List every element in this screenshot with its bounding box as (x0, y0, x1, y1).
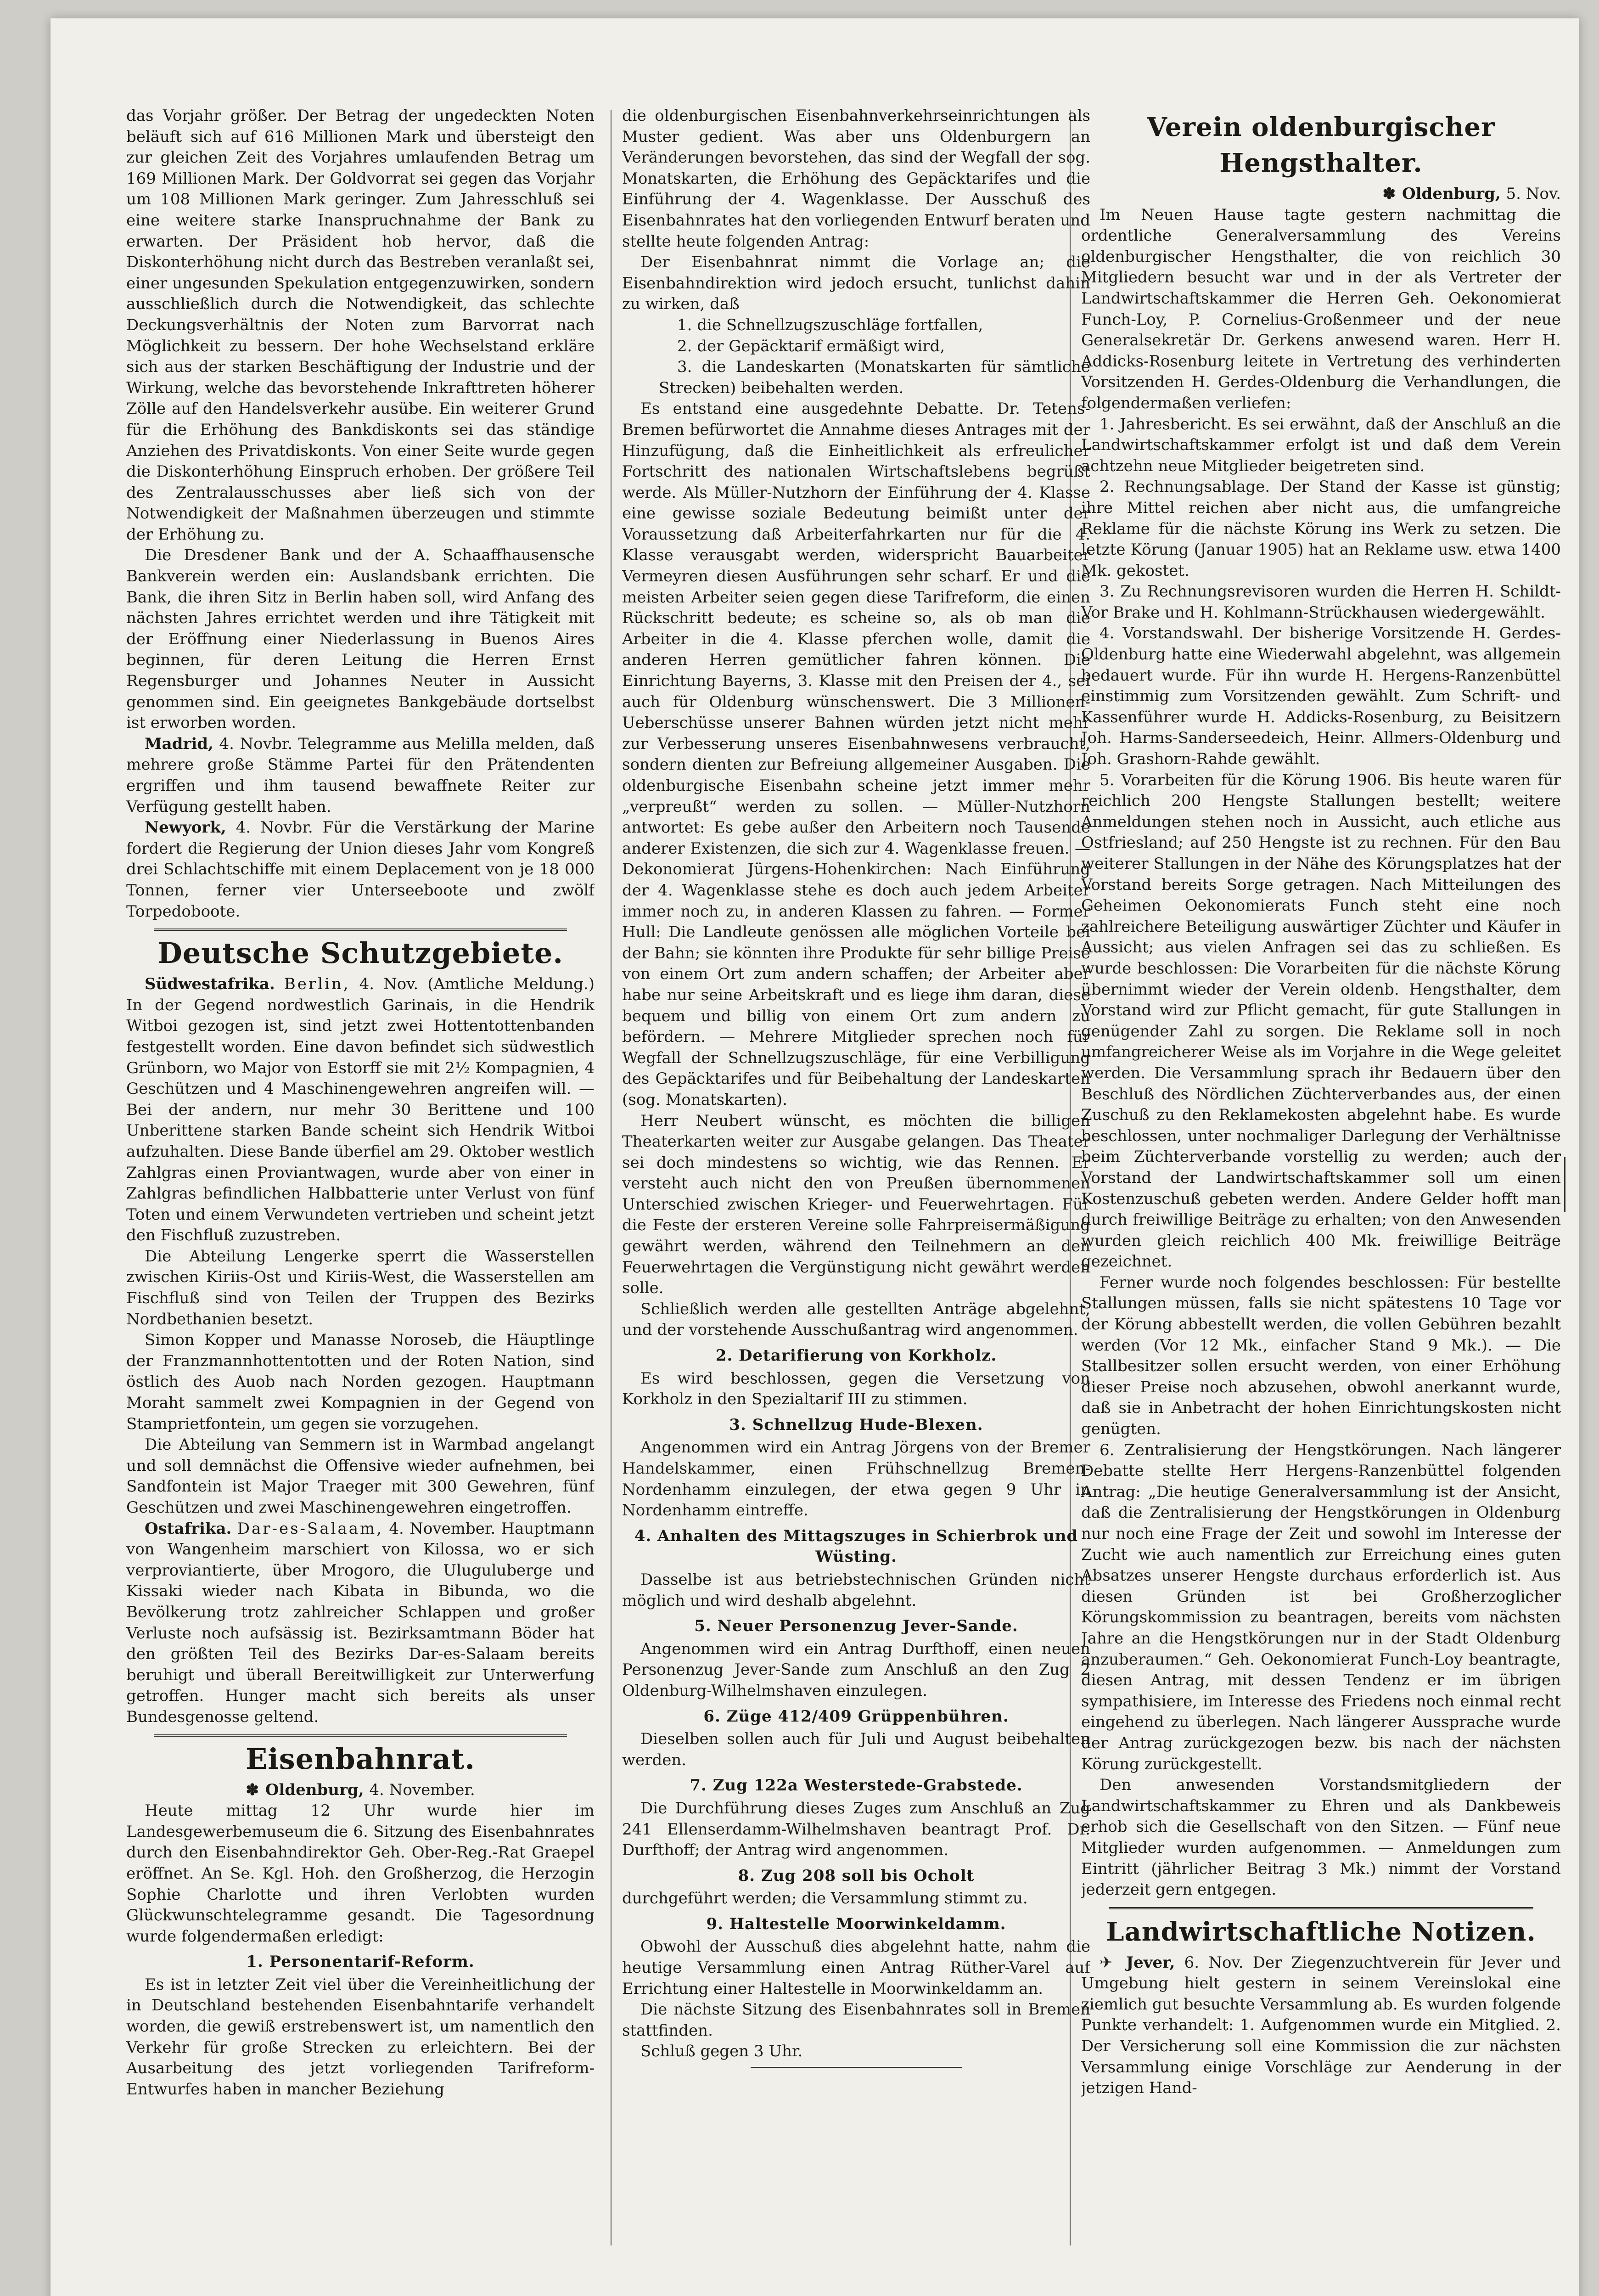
dateline-date: 5. Nov. (1506, 185, 1561, 203)
paragraph: Heute mittag 12 Uhr wurde hier im Landesgewerbemuseum die 6. Sitzung des Eisenbahnrates durch den Eisenbahndirektor Geh. Ober-Reg.-Rat Graepel eröffnet. An Se. Kgl. Hoh. den Großherzog, die Herzogin Sophie Charlotte und ihren Verlobten wurden Glückwunschtelegramme gesandt. Die Tagesordnung wurde folgendermaßen erledigt: (126, 1801, 595, 1946)
paragraph (126, 1519, 595, 1728)
section-title-hengsthalter: Verein oldenburgischer Hengsthalter. (1147, 112, 1495, 178)
list-item: 3. die Landeskarten (Monatskarten für sämtliche Strecken) beibehalten werden. (659, 358, 1090, 397)
end-rule (751, 2067, 962, 2068)
place-name: Jever, (1126, 1953, 1175, 1972)
paragraph: 2. Rechnungsablage. Der Stand der Kasse ist günstig; ihre Mittel reichen aber nicht aus, die umfangreiche Reklame für die nächste Körung ins Werk zu setzen. Die letzte Körung (Januar 1905) hat an Reklame usw. etwa 1400 Mk. gekostet. (1081, 478, 1561, 580)
paragraph-text: Die Dresdener Bank und der A. Schaaffhausensche Bankverein werden ein: Auslandsbank errichten. Die Bank, die ihren Sitz in Berlin haben soll, wird Anfang des nächsten Jahres errichtet werden und ihre Tätigkeit mit der Eröffnung einer Niederlassung in Buenos Aires beginnen, für deren Leitung die Herren Ernst Regensburger und Johannes Neuter in Aussicht genommen sind. Ein geeignetes Bankgebäude dortselbst ist erworben worden. (126, 546, 595, 732)
paragraph: 4. Vorstandswahl. Der bisherige Vorsitzende H. Gerdes-Oldenburg hatte eine Wiederwahl abgelehnt, was allgemein bedauert wurde. Für ihn wurde H. Hergens-Ranzenbüttel einstimmig zum Vorsitzenden gewählt. Zum Schrift- und Kassenführer wurde H. Addicks-Rosenburg, zu Beisitzern Joh. Harms-Sanderseedeich, Heinr. Allmers-Oldenburg und Joh. Grashorn-Rahde gewählt. (1081, 624, 1561, 769)
paragraph: Der Eisenbahnrat nimmt die Vorlage an; die Eisenbahndirektion wird jedoch ersucht, tunlichst dahin zu wirken, daß (622, 253, 1090, 314)
column-3 (1081, 106, 1561, 2245)
paragraph: Dasselbe ist aus betriebstechnischen Gründen nicht möglich und wird deshalb abgelehnt. (622, 1570, 1090, 1610)
place-name: Südwestafrika. (145, 975, 275, 994)
paragraph (126, 545, 595, 733)
sub-heading: 1. Personentarif-Reform. (246, 1953, 475, 1971)
section-divider (154, 929, 567, 931)
sub-heading: 5. Neuer Personenzug Jever-Sande. (694, 1617, 1018, 1636)
sub-heading: 3. Schnellzug Hude-Blexen. (729, 1415, 983, 1434)
place-name: Ostafrika. (145, 1519, 232, 1538)
sub-heading: 2. Detarifierung von Korkholz. (715, 1346, 997, 1365)
paragraph (1081, 1953, 1561, 2099)
column-1 (126, 106, 595, 2245)
paragraph (126, 817, 595, 922)
plane-icon: ✈ (1100, 1953, 1117, 1972)
place-name: Madrid, (145, 734, 213, 753)
paragraph-text: 4. November. Hauptmann von Wangenheim marschiert von Kilossa, wo er sich verproviantierte, über Mrogoro, die Uluguluberge und Kissaki wieder nach Kibata in Bibunda, wo die Bevölkerung trotz zahlreicher Schlappen und großer Verluste noch aufsässig ist. Bezirksamtmann Böder hat den größten Teil des Bezirks Dar-es-Salaam bereits beruhigt und überall Bereitwilligkeit zur Unterwerfung getroffen. Hunger macht sich bereits als unser Bundesgenosse geltend. (126, 1519, 595, 1726)
list-item: 1. die Schnellzugszuschläge fortfallen, (677, 315, 983, 334)
paragraph: Den anwesenden Vorstandsmitgliedern der Landwirtschaftskammer zu Ehren und als Dankbeweis erhob sich die Gesellschaft von den Sitzen. — Fünf neue Mitglieder wurden aufgenommen. — Anmeldungen zum Eintritt (jährlicher Beitrag 3 Mk.) nimmt der Vorstand jederzeit gern entgegen. (1081, 1776, 1561, 1899)
city-name: Berlin, (284, 975, 350, 994)
dateline (1081, 184, 1561, 205)
paragraph: 5. Vorarbeiten für die Körung 1906. Bis heute waren für reichlich 200 Hengste Stallungen bestellt; weitere Anmeldungen stehen noch in Aussicht, auch etliche aus Ostfriesland; auf 250 Hengste ist zu rechnen. Für den Bau weiterer Stallungen in der Nähe des Körungsplatzes hat der Vorstand bereits Sorge getragen. Nach Mitteilungen des Geheimen Oekonomierats Funch steht eine noch zahlreichere Beteiligung auswärtiger Züchter und Käufer in Aussicht; aus vielen Anfragen sei das zu schließen. Es wurde beschlossen: Die Vorarbeiten für die nächste Körung übernimmt wieder der Verein oldenb. Hengsthalter, dem Vorstand wird zur Pflicht gemacht, für gute Stallungen in genügender Zahl zu sorgen. Die Reklame soll in noch umfangreicherer Weise als im Vorjahre in die Wege geleitet werden. Die Versammlung sprach ihr Bedauern über den Beschluß des Nördlichen Züchterverbandes aus, der einen Zuschuß zu den Reklamekosten abgelehnt habe. Es wurde beschlossen, unter nochmaliger Darlegung der Verhältnisse beim Züchterverbande vorstellig zu werden; auch der Vorstand der Landwirtschaftskammer soll um einen Kostenzuschuß gebeten werden. Andere Gelder hofft man durch freiwillige Beiträge zu erhalten; von den Anwesenden wurden gleich reichlich 400 Mk. freiwillige Beiträge gezeichnet. (1081, 771, 1561, 1271)
sub-heading: 9. Haltestelle Moorwinkeldamm. (706, 1914, 1006, 1933)
sub-heading: 8. Zug 208 soll bis Ocholt (738, 1866, 975, 1885)
section-divider (1109, 1907, 1533, 1909)
paragraph (126, 974, 595, 1246)
place-name: Newyork, (145, 818, 226, 837)
dateline (126, 1780, 595, 1801)
paragraph: Schluß gegen 3 Uhr. (640, 2042, 803, 2061)
star-icon: ✽ (246, 1780, 259, 1799)
paragraph: 6. Zentralisierung der Hengstkörungen. Nach längerer Debatte stellte Herr Hergens-Ranzenbüttel folgenden Antrag: „Die heutige Generalversammlung ist der Ansicht, daß die Zentralisierung der Hengstkörungen in Oldenburg nur noch eine Frage der Zeit und sowohl im Interesse der Zucht wie auch namentlich zur Erreichung eines guten Absatzes unserer Hengste durchaus erforderlich ist. Aus diesen Gründen ist bei Großherzoglicher Körungskommission zu beantragen, bereits vom nächsten Jahre an die Hengstkörungen nur in der Stadt Oldenburg anzuberaumen.“ Geh. Oekonomierat Funch-Loy beantragte, diesen Antrag, mit dessen Tendenz er im übrigen sympathisiere, im Interesse des Friedens noch einmal recht eingehend zu überlegen. Nach längerer Aussprache wurde der Antrag zurückgezogen bezw. bis nach der nächsten Körung zurückgestellt. (1081, 1441, 1561, 1773)
sub-heading: 4. Anhalten des Mittagszuges in Schierbrok und Wüsting. (634, 1526, 1078, 1566)
dateline-date: 4. November. (369, 1780, 475, 1799)
paragraph-text: 6. Nov. Der Ziegenzuchtverein für Jever und Umgebung hielt gestern in seinem Vereinslokal eine ziemlich gut besuchte Versammlung ab. Es wurden folgende Punkte verhandelt: 1. Aufgenommen wurde ein Mitglied. 2. Der Versicherung soll eine Kommission die zur nächsten Versammlung einige Vorschläge zur Aenderung in der jetzigen Hand- (1081, 1953, 1561, 2098)
star-icon: ✽ (1382, 185, 1396, 203)
section-title-eisenbahnrat: Eisenbahnrat. (246, 1742, 475, 1776)
paragraph: 1. Jahresbericht. Es sei erwähnt, daß der Anschluß an die Landwirtschaftskammer erfolgt ist und daß dem Verein achtzehn neue Mitglieder beigetreten sind. (1081, 415, 1561, 475)
paragraph: 3. Zu Rechnungsrevisoren wurden die Herren H. Schildt-Vor Brake und H. Kohlmann-Strückhausen wiedergewählt. (1081, 582, 1561, 622)
sub-heading: 6. Züge 412/409 Grüppenbühren. (703, 1707, 1009, 1726)
paragraph-text: 4. Novbr. Telegramme aus Melilla melden, daß mehrere große Stämme Partei für den Prätendenten ergriffen und ihm tausend bewaffnete Reiter zur Verfügung gestellt haben. (126, 734, 595, 816)
paragraph: Es entstand eine ausgedehnte Debatte. Dr. Tetens-Bremen befürwortet die Annahme dieses Antrages mit der Hinzufügung, daß die Einheitlichkeit als erfreulicher Fortschritt des nationalen Wirtschaftslebens begrüßt werde. Als Müller-Nutzhorn der Einführung der 4. Klasse eine gewisse soziale Bedeutung beimißt unter der Voraussetzung daß Arbeiterfahrkarten nur für die 4. Klasse verausgabt werden, widerspricht Bauarbeiter Vermeyren diesen Ausführungen sehr scharf. Er und die meisten Arbeiter seien gegen diese Tarifreform, die einen Rückschritt bedeute; es scheine so, als ob man die Arbeiter in die 4. Klasse pferchen wolle, damit die anderen Herren gemütlicher fahren können. Die Einrichtung Bayerns, 3. Klasse mit den Preisen der 4., sei auch für Oldenburg wünschenswert. Die 3 Millionen-Ueberschüsse unserer Bahnen würden jetzt nicht mehr zur Verbesserung unseres Eisenbahnwesens verbraucht, sondern dienten zur Befreiung allgemeiner Ausgaben. Die oldenburgische Eisenbahn scheine jetzt immer mehr „verpreußt“ werden zu sollen. — Müller-Nutzhorn antwortet: Es gebe außer den Arbeitern noch Tausende anderer Existenzen, die sich zur 4. Wagenklasse freuen. — Dekonomierat Jürgens-Hohenkirchen: Nach Einführung der 4. Wagenklasse stehe es doch auch jedem Arbeiter immer noch zu, in anderen Klassen zu fahren. — Former Hull: Die Landleute genössen alle möglichen Vorteile bei der Bahn; sie könnten ihre Produkte für sehr billige Preise von einem Ort zum andern schaffen; der Arbeiter aber habe nur seine Arbeitskraft und es liege ihm daran, diese bequem und billig von einem Ort zum andern zu befördern. — Mehrere Mitglieder sprechen noch für Wegfall der Schnellzugszuschläge, für eine Verbilligung des Gepäcktarifes und für Beibehaltung der Landeskarten (sog. Monatskarten). (622, 400, 1090, 1109)
paragraph: Die Abteilung van Semmern ist in Warmbad angelangt und soll demnächst die Offensive wieder aufnehmen, bei Sandfontein ist Major Traeger mit 300 Gewehren, fünf Geschützen und zwei Maschinengewehren eingetroffen. (126, 1435, 595, 1517)
paragraph (126, 734, 595, 817)
column-rule-left (611, 110, 612, 2245)
section-divider (154, 1734, 567, 1737)
paragraph: Schließlich werden alle gestellten Anträge abgelehnt, und der vorstehende Ausschußantrag wird angenommen. (622, 1300, 1090, 1339)
section-title-schutzgebiete: Deutsche Schutzgebiete. (157, 936, 564, 970)
paragraph: Die Abteilung Lengerke sperrt die Wasserstellen zwischen Kiriis-Ost und Kiriis-West, die Wasserstellen am Fischfluß sind von Teilen der Truppen des Bezirks Nordbethanien besetzt. (126, 1247, 595, 1328)
paragraph: Es wird beschlossen, gegen die Versetzung von Korkholz in den Spezialtarif III zu stimmen. (622, 1369, 1090, 1409)
paragraph: Obwohl der Ausschuß dies abgelehnt hatte, nahm die heutige Versammlung einen Antrag Rüther-Varel auf Errichtung einer Haltestelle in Moorwinkeldamm an. (622, 1937, 1090, 1998)
paragraph: Angenommen wird ein Antrag Jörgens von der Bremer Handelskammer, einen Frühschnellzug Bremen-Nordenhamm einzulegen, der etwa gegen 9 Uhr in Nordenhamm eintreffe. (622, 1438, 1090, 1520)
paragraph: Dieselben sollen auch für Juli und August beibehalten werden. (622, 1730, 1090, 1769)
newspaper-page (50, 18, 1579, 2296)
paragraph: die oldenburgischen Eisenbahnverkehrseinrichtungen als Muster gedient. Was aber uns Oldenburgern an Veränderungen bevorstehen, das sind der Wegfall der sog. Monatskarten, die Erhöhung des Gepäcktarifes und die Einführung der 4. Wagenklasse. Der Ausschuß des Eisenbahnrates hat den vorliegenden Entwurf beraten und stellte heute folgenden Antrag: (622, 107, 1090, 251)
paragraph: Ferner wurde noch folgendes beschlossen: Für bestellte Stallungen müssen, falls sie nicht spätestens 10 Tage vor der Körung abbestellt werden, die vollen Gebühren bezahlt werden (Vor 12 Mk., einfacher Stand 9 Mk.). — Die Stallbesitzer sollen ersucht werden, von einer Erhöhung dieser Preise noch abzusehen, obwohl anerkannt wurde, daß sie in Anbetracht der hohen Einrichtungskosten nicht genügten. (1081, 1273, 1561, 1439)
page-edge-mark (1555, 1157, 1565, 1212)
paragraph: Simon Kopper und Manasse Noroseb, die Häuptlinge der Franzmannhottentotten und der Roten Nation, sind östlich des Auob nach Norden gezogen. Hauptmann Moraht sammelt zwei Kompagnien in der Gegend von Stamprietfontein, um gegen sie vorzugehen. (126, 1331, 595, 1433)
sub-heading: 7. Zug 122a Westerstede-Grabstede. (690, 1776, 1023, 1795)
list-item: 2. der Gepäcktarif ermäßigt wird, (677, 337, 945, 355)
paragraph: Herr Neubert wünscht, es möchten die billigen Theaterkarten weiter zur Ausgabe gelangen. Das Theater sei doch mindestens so wichtig, wie das Rennen. Er versteht auch nicht den von Preußen übernommenen Unterschied zwischen Krieger- und Feuerwehrtagen. Für die Feste der ersteren Vereine solle Fahrpreisermäßigung gewährt werden, während den Teilnehmern an den Feuerwehrtagen die Vergünstigung nicht gewährt werden solle. (622, 1111, 1090, 1298)
dateline-place: Oldenburg, (1402, 185, 1501, 203)
paragraph-text: 4. Nov. (Amtliche Meldung.) In der Gegend nordwestlich Garinais, in die Hendrik Witboi gezogen ist, sind jetzt zwei Hottentottenbanden festgestellt worden. Eine davon befindet sich südwestlich Grünborn, wo Major von Estorff sie mit 2½ Kompagnien, 4 Geschützen und 4 Maschinengewehren angreifen will. — Bei der andern, nur mehr 30 Berittene und 100 Unberittene starken Bande scheint sich Hendrik Witboi aufzuhalten. Diese Bande überfiel am 29. Oktober westlich Zahlgras einen Proviantwagen, wurde aber von einer in Zahlgras befindlichen Halbbatterie unter Verlust von fünf Toten und einem Verwundeten vertrieben und scheint jetzt den Fischfluß zuzustreben. (126, 975, 595, 1245)
paragraph: das Vorjahr größer. Der Betrag der ungedeckten Noten beläuft sich auf 616 Millionen Mark und übersteigt den zur gleichen Zeit des Vorjahres umlaufenden Betrag um 169 Millionen Mark. Der Goldvorrat sei gegen das Vorjahr um 108 Millionen Mark geringer. Zum Jahresschluß sei eine weitere starke Inanspruchnahme der Bank zu erwarten. Der Präsident hob hervor, daß die Diskonterhöhung nicht durch das Bestreben veranlaßt sei, einer ungesunden Spekulation entgegenzuwirken, sondern ausschließlich durch die Notwendigkeit, das schlechte Deckungsverhältnis der Noten zum Barvorrat nach Möglichkeit zu bessern. Der hohe Wechselstand erkläre sich aus der starken Beschäftigung der Industrie und der Wirkung, welche das bevorstehende Inkrafttreten höherer Zölle auf den Handelsverkehr ausübe. Ein weiterer Grund für die Erhöhung des Bankdiskonts sei das ständige Anziehen des Privatdiskonts. Von einer Seite wurde gegen die Diskonterhöhung Einspruch erhoben. Der größere Teil des Zentralausschusses aber ließ sich von der Notwendigkeit der Maßnahmen überzeugen und stimmte der Erhöhung zu. (126, 107, 595, 544)
paragraph: Die Durchführung dieses Zuges zum Anschluß an Zug 241 Ellenserdamm-Wilhelmshaven beantragt Prof. Dr. Durfthoff; der Antrag wird angenommen. (622, 1799, 1090, 1860)
column-2 (622, 106, 1090, 2245)
paragraph: Angenommen wird ein Antrag Durfthoff, einen neuen Personenzug Jever-Sande zum Anschluß an den Zug 2 Oldenburg-Wilhelmshaven einzulegen. (622, 1639, 1090, 1700)
section-title-landwirtschaft: Landwirtschaftliche Notizen. (1106, 1916, 1536, 1947)
paragraph: durchgeführt werden; die Versammlung stimmt zu. (622, 1889, 1028, 1908)
dateline-place: Oldenburg, (265, 1780, 364, 1799)
paragraph: Die nächste Sitzung des Eisenbahnrates soll in Bremen stattfinden. (622, 2000, 1090, 2040)
paragraph: Es ist in letzter Zeit viel über die Vereinheitlichung der in Deutschland bestehenden Eisenbahntarife verhandelt worden, die gewiß erstrebenswert ist, um namentlich den Verkehr für große Strecken zu erleichtern. Bei der Ausarbeitung des jetzt vorliegenden Tarifreform-Entwurfes haben in mancher Beziehung (126, 1975, 595, 2099)
paragraph-text: 4. Novbr. Für die Verstärkung der Marine fordert die Regierung der Union dieses Jahr vom Kongreß drei Schlachtschiffe mit einem Deplacement von je 18 000 Tonnen, ferner vier Unterseeboote und zwölf Torpedoboote. (126, 818, 595, 921)
city-name: Dar-es-Salaam, (237, 1519, 384, 1538)
paragraph: Im Neuen Hause tagte gestern nachmittag die ordentliche Generalversammlung des Vereins oldenburgischer Hengsthalter, die von reichlich 30 Mitgliedern besucht war und in der als Vertreter der Landwirtschaftskammer die Herren Geh. Oekonomierat Funch-Loy, P. Cornelius-Großenmeer und der neue Generalsekretär Dr. Gerkens anwesend waren. Herr H. Addicks-Rosenburg leitete in Vertretung des verhinderten Vorsitzenden H. Gerdes-Oldenburg die Verhandlungen, die folgendermaßen verliefen: (1081, 205, 1561, 412)
